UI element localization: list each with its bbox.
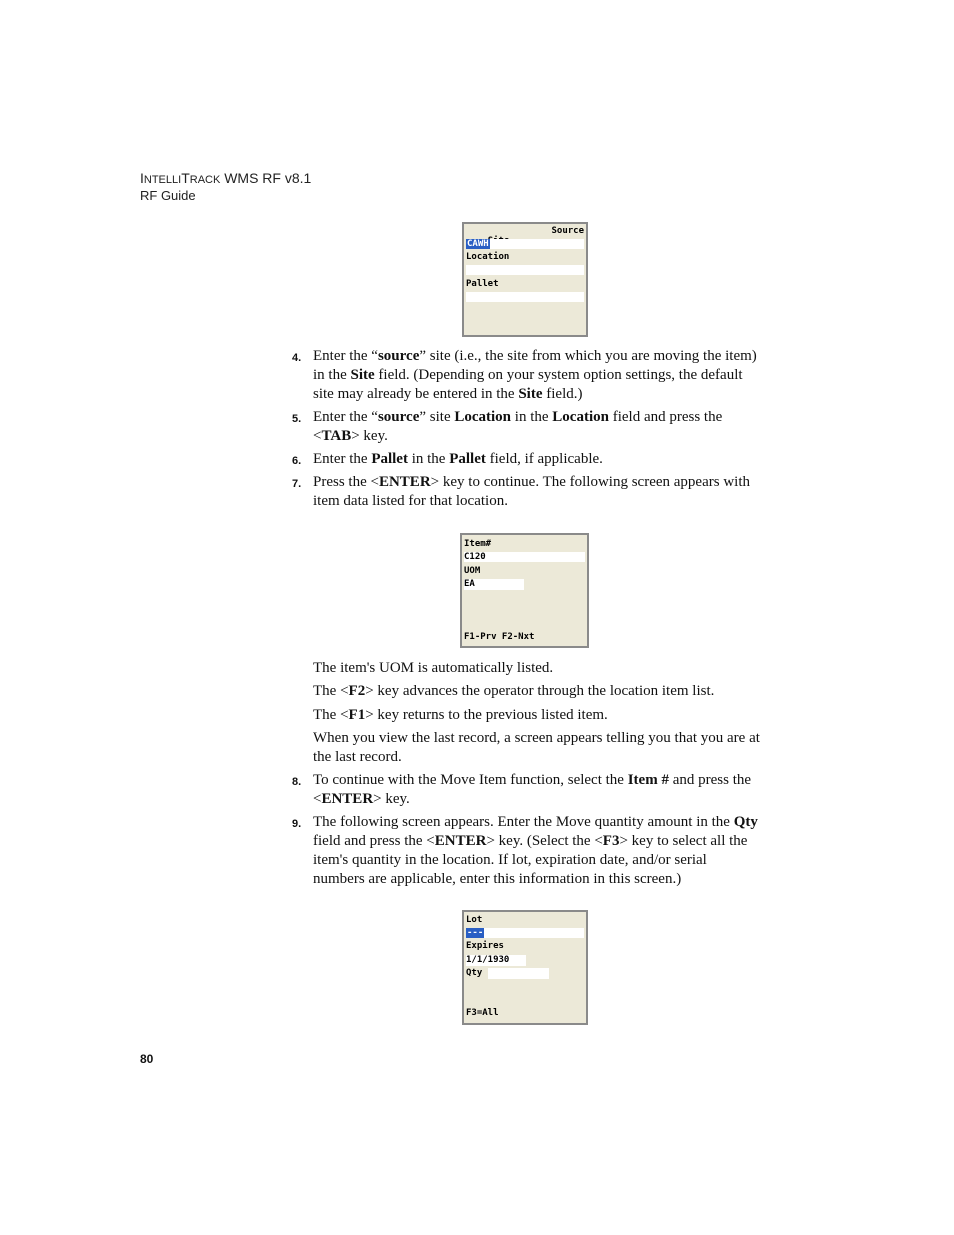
note-f2: The <F2> key advances the operator through the location item list. (313, 683, 715, 699)
page-number: 80 (140, 1052, 154, 1066)
item-value: C120 (464, 552, 486, 562)
expires-label: Expires (466, 941, 504, 951)
brand-initial-t: T (181, 170, 190, 186)
location-input[interactable] (466, 265, 584, 275)
note-last-record: When you view the last record, a screen appears telling you that you are at the last record. (313, 730, 760, 765)
function-key-footer: F3=All (466, 1008, 499, 1018)
step-text: Enter the “source” site (i.e., the site from which you are moving the item) in the Site field. (Depending on your system option settings, the default site may already be entered in the Site field.) (313, 348, 757, 402)
step-number: 6. (292, 455, 302, 467)
note-f1: The <F1> key returns to the previous listed item. (313, 707, 608, 723)
pallet-input[interactable] (466, 292, 584, 302)
uom-value: EA (464, 579, 475, 589)
source-label: Source (551, 226, 584, 236)
brand-smallcaps-rack: RACK (189, 174, 221, 186)
step-6 (292, 450, 762, 469)
step-number: 4. (292, 352, 302, 364)
product-version: WMS RF v8.1 (220, 170, 312, 186)
step-number: 8. (292, 776, 302, 788)
step-number: 7. (292, 478, 302, 490)
lot-value: --- (467, 928, 484, 938)
step-4 (292, 347, 762, 404)
item-label: Item# (464, 539, 492, 549)
step-7 (292, 473, 762, 511)
location-label: Location (466, 252, 510, 262)
rf-screen-lot-qty (462, 910, 588, 1025)
step-9 (292, 813, 762, 889)
expires-value: 1/1/1930 (466, 955, 510, 965)
step-number: 5. (292, 413, 302, 425)
brand-smallcaps-ntelli: NTELLI (143, 174, 182, 186)
rf-screen-site-location (462, 222, 588, 337)
step-number: 9. (292, 818, 302, 830)
uom-label: UOM (464, 566, 481, 576)
step-text: Press the <ENTER> key to continue. The following screen appears with item data listed for that location. (313, 474, 750, 509)
brand-initial-i: I (140, 170, 144, 186)
site-value: CAWH (467, 239, 489, 249)
qty-input[interactable] (488, 968, 549, 979)
running-header-title (140, 170, 311, 186)
lot-label: Lot (466, 915, 483, 925)
step-text: The following screen appears. Enter the Move quantity amount in the Qty field and press the <ENTER> key. (Select the <F3> key to select all the item's quantity in the location. If lot, expiration date, and/or serial numbers are applicable, enter this information in this screen.) (313, 814, 758, 887)
rf-screen-item-uom (460, 533, 589, 648)
step-text: Enter the Pallet in the Pallet field, if applicable. (313, 451, 603, 467)
function-key-footer: F1-Prv F2-Nxt (464, 632, 535, 642)
qty-label: Qty (466, 968, 483, 978)
step-text: To continue with the Move Item function, select the Item # and press the <ENTER> key. (313, 772, 752, 807)
pallet-label: Pallet (466, 279, 499, 289)
step-text: Enter the “source” site Location in the Location field and press the <TAB> key. (313, 409, 723, 444)
note-uom: The item's UOM is automatically listed. (313, 660, 554, 676)
step-5 (292, 408, 762, 446)
step-8 (292, 771, 762, 809)
running-header-subtitle: RF Guide (140, 188, 196, 203)
